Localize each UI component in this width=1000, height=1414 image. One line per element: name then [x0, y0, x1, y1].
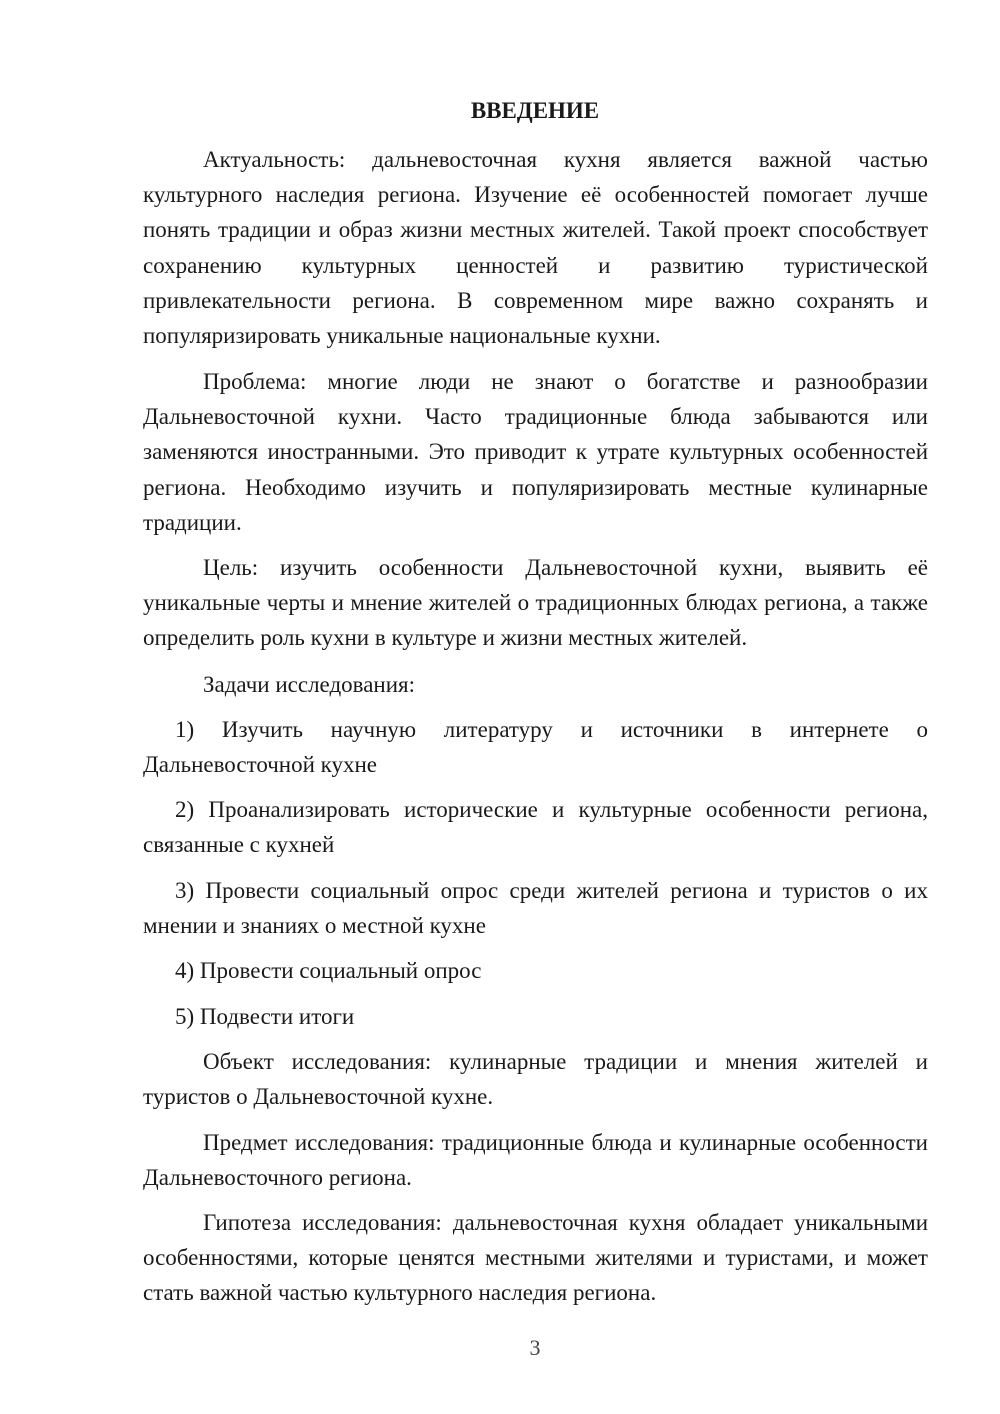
task-item-3: 3) Провести социальный опрос среди жителей региона и туристов о их мнении и знаниях о местной кухне [143, 878, 928, 939]
paragraph-hypothesis: Гипотеза исследования: дальневосточная кухня обладает уникальными особенностями, которые ценятся местными жителями и туристами, и может стать важной частью культурного наследия региона. [143, 1210, 928, 1306]
paragraph-relevance: Актуальность: дальневосточная кухня является важной частью культурного наследия региона. Изучение её особенностей помогает лучше понять традиции и образ жизни местных жителей. Такой проект способствует сохранению культурных ценностей и развитию туристической привлекательности региона. В современном мире важно сохранять и популяризировать уникальные национальные кухни. [143, 147, 928, 349]
paragraph-object: Объект исследования: кулинарные традиции и мнения жителей и туристов о Дальневосточной кухне. [143, 1049, 928, 1110]
task-item-5: 5) Подвести итоги [175, 1004, 355, 1029]
paragraph-goal: Цель: изучить особенности Дальневосточной кухни, выявить её уникальные черты и мнение жителей о традиционных блюдах региона, а также определить роль кухни в культуре и жизни местных жителей. [143, 555, 928, 651]
paragraph-tasks-heading: Задачи исследования: [203, 672, 416, 697]
task-item-1: 1) Изучить научную литературу и источники в интернете о Дальневосточной кухне [143, 717, 928, 778]
paragraph-problem: Проблема: многие люди не знают о богатстве и разнообразии Дальневосточной кухни. Часто традиционные блюда забываются или заменяются иностранными. Это приводит к утрате культурных особенностей региона. Необходимо изучить и популяризировать местные кулинарные традиции. [143, 369, 928, 535]
task-item-2: 2) Проанализировать исторические и культурные особенности региона, связанные с кухней [143, 797, 928, 858]
task-item-4: 4) Провести социальный опрос [175, 958, 482, 983]
page-number: 3 [529, 1335, 541, 1360]
paragraph-subject: Предмет исследования: традиционные блюда и кулинарные особенности Дальневосточного региона. [143, 1130, 928, 1191]
page-title: ВВЕДЕНИЕ [470, 98, 600, 123]
